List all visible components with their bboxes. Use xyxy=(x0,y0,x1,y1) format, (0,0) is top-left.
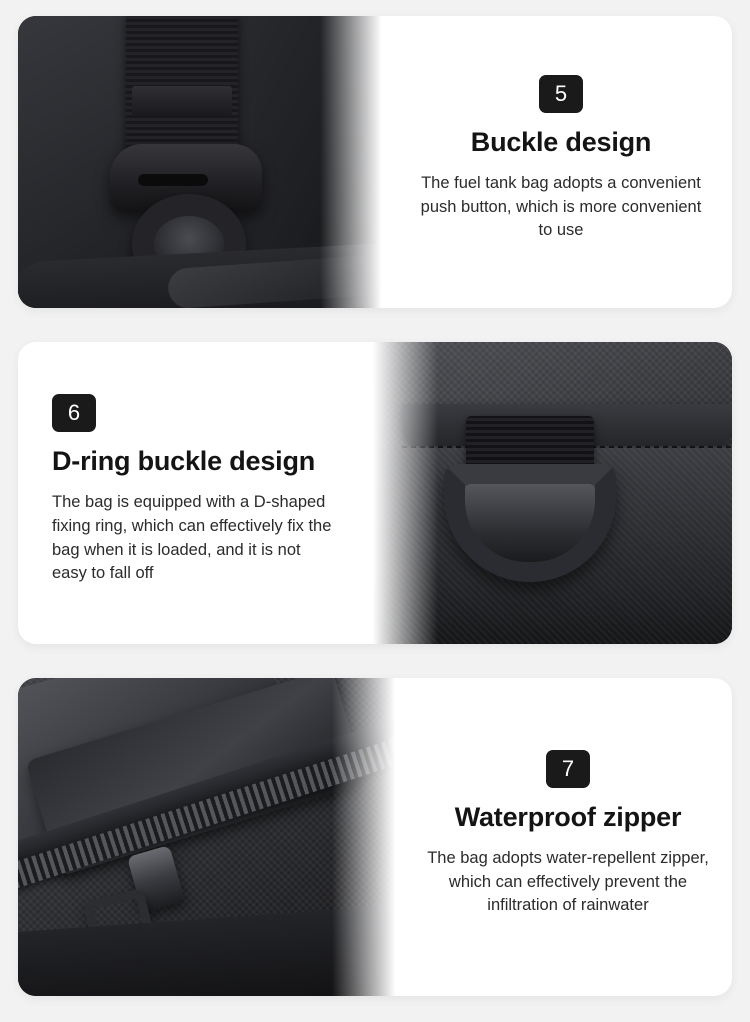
buckle-photo xyxy=(18,16,390,308)
feature-number-badge: 5 xyxy=(539,75,583,113)
feature-title: Buckle design xyxy=(470,126,652,157)
feature-title: D-ring buckle design xyxy=(52,445,316,476)
feature-text-block xyxy=(390,16,732,308)
feature-text-block xyxy=(18,342,362,644)
feature-description: The fuel tank bag adopts a convenient push button, which is more convenient to use xyxy=(420,173,702,240)
feature-card-buckle xyxy=(18,16,732,308)
photo-fade-left xyxy=(362,342,438,644)
feature-description: The bag adopts water-repellent zipper, which can effectively prevent the infiltration of rainwater xyxy=(427,848,709,915)
buckle-slot xyxy=(138,174,208,186)
feature-number-badge: 7 xyxy=(546,750,590,788)
feature-number-badge: 6 xyxy=(52,394,96,432)
d-ring-photo xyxy=(362,342,732,644)
photo-fade-right xyxy=(320,16,390,308)
feature-description: The bag is equipped with a D-shaped fixing ring, which can effectively fix the bag when it is loaded, and it is not easy to fall off xyxy=(52,492,332,583)
feature-card-d-ring xyxy=(18,342,732,644)
zipper-photo xyxy=(18,678,404,996)
feature-title: Waterproof zipper xyxy=(454,801,682,832)
feature-card-zipper xyxy=(18,678,732,996)
photo-fade-right xyxy=(332,678,404,996)
feature-text-block xyxy=(404,678,732,996)
